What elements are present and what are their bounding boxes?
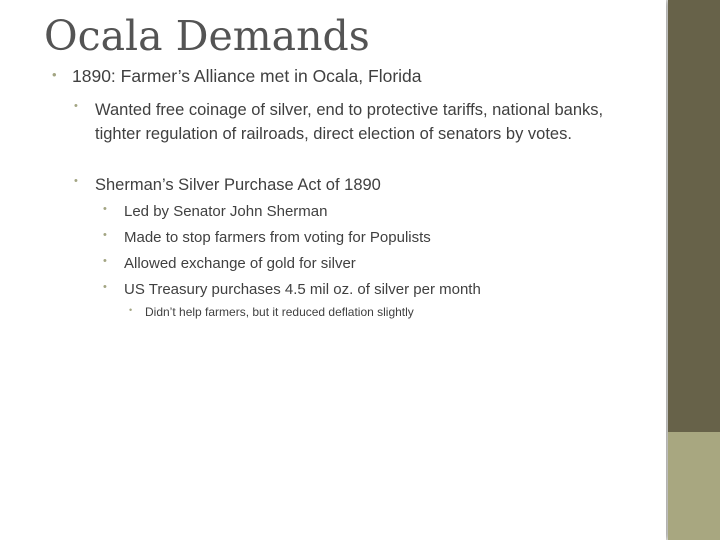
- bullet-icon: •: [103, 255, 107, 267]
- bullet-icon: •: [103, 281, 107, 293]
- bullet-text: 1890: Farmer’s Alliance met in Ocala, Florida: [72, 66, 422, 86]
- bullet-icon: •: [52, 67, 57, 82]
- bullet-icon: •: [74, 175, 78, 187]
- bullet-text: Allowed exchange of gold for silver: [124, 255, 356, 272]
- bullet-text: Didn’t help farmers, but it reduced deflation slightly: [145, 305, 414, 319]
- bullet-icon: •: [103, 203, 107, 215]
- bullet-text: Led by Senator John Sherman: [124, 203, 328, 220]
- bullet-icon: •: [129, 305, 133, 315]
- accent-stripe-light: [668, 432, 720, 540]
- slide-title: Ocala Demands: [44, 12, 370, 60]
- bullet-text: Wanted free coinage of silver, end to protective tariffs, national banks, tighter regulation of railroads, direct election of senators by votes.: [95, 101, 604, 143]
- bullet-text: Sherman’s Silver Purchase Act of 1890: [95, 176, 381, 194]
- bullet-text: Made to stop farmers from voting for Populists: [124, 229, 431, 246]
- bullet-icon: •: [74, 100, 78, 112]
- accent-stripe-dark: [668, 0, 720, 432]
- bullet-icon: •: [103, 229, 107, 241]
- bullet-text: US Treasury purchases 4.5 mil oz. of silver per month: [124, 281, 481, 298]
